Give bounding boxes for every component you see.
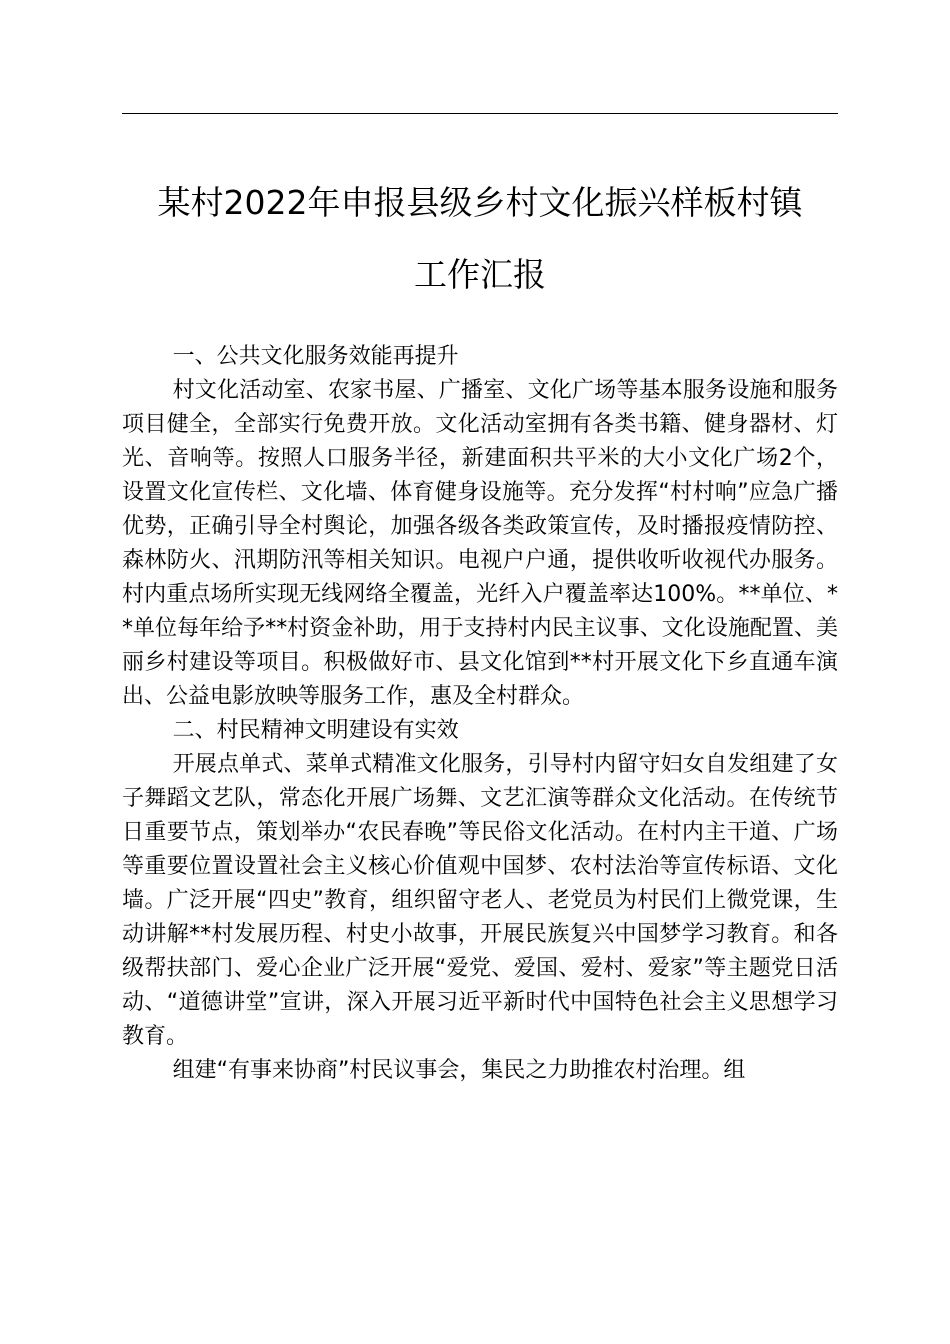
section-2-paragraph-1: 开展点单式、菜单式精准文化服务，引导村内留守妇女自发组建了女子舞蹈文艺队，常态化开展广场舞、文艺汇演等群众文化活动。在传统节日重要节点，策划举办“农民春晚”等民俗文化活动。在村内主干道、广场等重要位置设置社会主义核心价值观中国梦、农村法治等宣传标语、文化墙。广泛开展“四史”教育，组织留守老人、老党员为村民们上微党课，生动讲解**村发展历程、村史小故事，开展民族复兴中国梦学习教育。和各级帮扶部门、爱心企业广泛开展“爱党、爱国、爱村、爱家”等主题党日活动、“道德讲堂”宣讲，深入开展习近平新时代中国特色社会主义思想学习教育。 [122, 752, 838, 1049]
header-rule [122, 113, 838, 114]
document-title [110, 167, 850, 311]
document-body [122, 340, 838, 1088]
section-1-paragraph: 村文化活动室、农家书屋、广播室、文化广场等基本服务设施和服务项目健全，全部实行免费开放。文化活动室拥有各类书籍、健身器材、灯光、音响等。按照人口服务半径，新建面积共平米的大小文化广场2个，设置文化宣传栏、文化墙、体育健身设施等。充分发挥“村村响”应急广播优势，正确引导全村舆论，加强各级各类政策宣传，及时播报疫情防控、森林防火、汛期防汛等相关知识。电视户户通，提供收听收视代办服务。村内重点场所实现无线网络全覆盖，光纤入户覆盖率达100%。**单位、**单位每年给予**村资金补助，用于支持村内民主议事、文化设施配置、美丽乡村建设等项目。积极做好市、县文化馆到**村开展文化下乡直通车演出、公益电影放映等服务工作，惠及全村群众。 [122, 378, 838, 709]
section-2-paragraph-2: 组建“有事来协商”村民议事会，集民之力助推农村治理。组 [172, 1058, 746, 1083]
section-1-heading: 一、公共文化服务效能再提升 [172, 344, 459, 369]
title-line-1: 某村2022年申报县级乡村文化振兴样板村镇 [157, 183, 803, 222]
title-line-2: 工作汇报 [414, 255, 546, 294]
section-2-heading: 二、村民精神文明建设有实效 [172, 718, 459, 743]
